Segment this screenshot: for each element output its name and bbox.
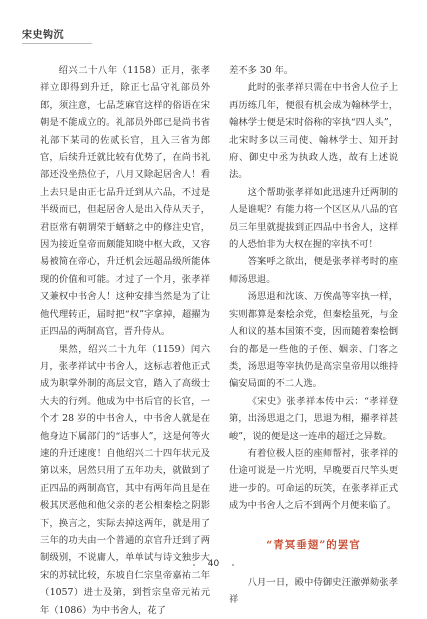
header-divider [22,43,92,44]
footer-dot-right [232,564,234,566]
paragraph-10: 八月一日，殿中侍御史汪澈弹劾张孝祥 [229,574,398,609]
paragraph-8: 《宋史》张孝祥本传中云：“孝祥登第，出汤思退之门，思退为相，擢孝祥甚峻”，说的便是这一连串的超迁之异数。 [229,393,398,445]
header-title: 宋史钩沉 [22,26,64,41]
paragraph-4: 此时的张孝祥只需在中书舍人位子上再历练几年，便很有机会成为翰林学士，翰林学士便是宋时俗称的宰执“四人头”，北宋时多以三司使、翰林学士、知开封府、御史中丞为执政人选，故有上述说法。 [229,79,398,183]
paragraph-2: 果然，绍兴二十九年（1159）闰六月，张孝祥试中书舍人，这标志着他正式成为职掌外制的高层文官，踏入了高级士大夫的行列。他成为中书后官的长官，一个才 28 岁的中书舍人，中书舍人就是在他身边下属部门的“话事人”，这是何等火速的升迁速度！自他绍兴二十四年状元及第以来，居然只用了五年功夫，就做到了正四品的两制高官，其中有两年尚且是在极其厌恶他和他父亲的老公相秦桧之阴影下，换言之，实际去掉这两年，就是用了三年的功夫由一个普通的京官升迁到了两制级别，不说庸人，单单试与诗文独步大宋的苏轼比较，东坡自仁宗皇帝嘉祐二年（1057）进士及第，到哲宗皇帝元祐元年（1086）为中书舍人，花了 [40,341,210,619]
paragraph-1: 绍兴二十八年（1158）正月，张孝祥立即得到升迁，除正七品守礼部员外郎，须注意，七品芝麻官这样的俗语在宋朝是不能成立的。礼部员外郎已是尚书省礼部下某司的佐贰长官，且入三省为郎官，后续升迁就比较有优势了，在尚书礼部还没坐热位子，八月又除起居舍人！看上去只是由正七品升迁到从六品，不过是半级而已，但起居舍人是出入侍从天子，君臣常有朝谓荣于蝤蛴之中的修注史官，因为接近皇帝而颇能知晓中枢大政，又容易被简在帝心，升迁机会远超品级所能体现的价值和可能。才过了一个月，张孝祥又兼权中书舍人！这种安排当然是为了让他代理转正，届时把“权”字拿掉，超擢为正四品的两制高官，晋升侍从。 [40,62,210,341]
left-column [40,62,210,557]
paragraph-3: 差不多 30 年。 [229,62,398,79]
paragraph-5: 这个帮助张孝祥如此迅速升迁两制的人是谁呢？有能力将一个区区从八品的官员三年里就提拔到正四品中书舍人，这样的人恐怕非为大权在握的宰执不可！ [229,184,398,254]
paragraph-6: 答案呼之欲出，便是张孝祥考时的座师汤思退。 [229,253,398,288]
section-heading: “青冥垂翅”的罢官 [229,537,398,554]
right-column [229,62,398,560]
page-number: 40 [0,559,427,569]
paragraph-7: 汤思退和沈该、万俟卨等宰执一样，实则都算是秦桧余党，但秦桧虽死，与金人和议的基本国策不变，因而随着秦桧倒台的都是一些他的子侄、姻亲、门客之类，汤思退等宰执仍是高宗皇帝用以维持偏安局面的不二人选。 [229,288,398,392]
paragraph-9: 有着位极人臣的座师帮衬，张孝祥的仕途可说是一片光明，早晚要百尺竿头更进一步的。可命运的玩笑，在张孝祥正式成为中书舍人之后不到两个月便来临了。 [229,445,398,515]
